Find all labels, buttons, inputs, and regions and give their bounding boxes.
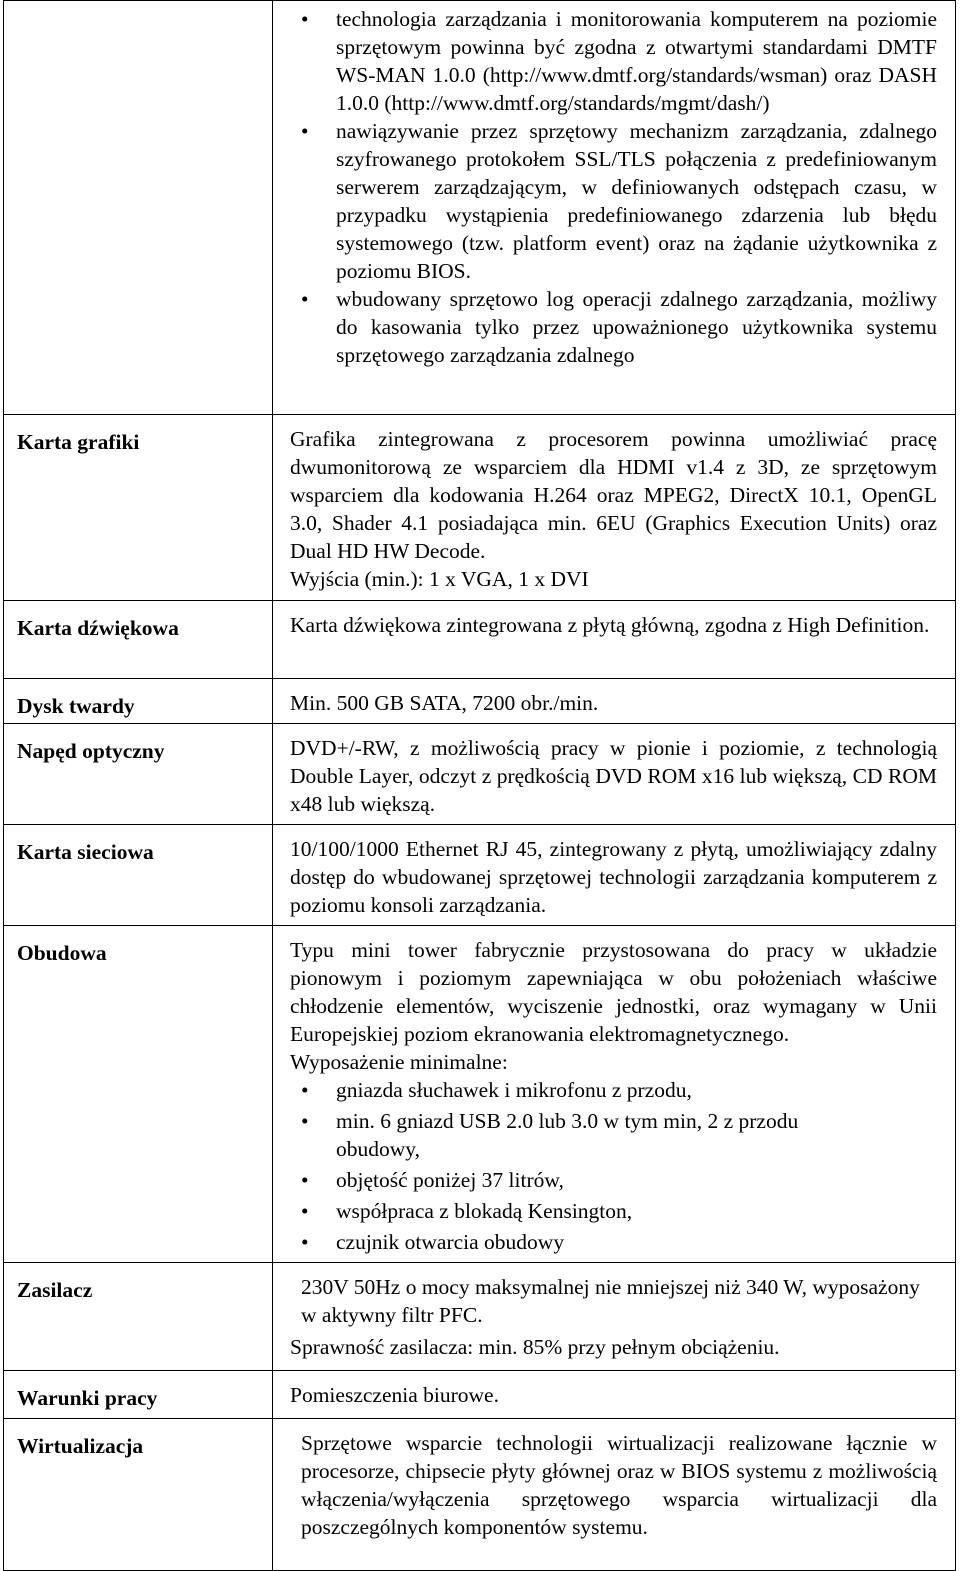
- row-value-optical: [273, 724, 956, 825]
- list-item: • nawiązywanie przez sprzętowy mechanizm zarządzania, zdalnego szyfrowanego protokołem SSL/TLS połączenia z predefiniowanym serwerem zarządzającym, w definiowanych odstępach czasu, w przypadku wystąpienia predefiniowanego zdarzenia lub błędu systemowego (tzw. platform event) oraz na żądanie użytkownika z poziomu BIOS.: [336, 117, 937, 285]
- row-virtualization: [4, 1419, 956, 1571]
- row-sound: [4, 601, 956, 679]
- row-optical: [4, 724, 956, 825]
- management-bullet-list: [290, 5, 937, 369]
- row-value-conditions: [273, 1371, 956, 1419]
- row-label-case: Obudowa: [4, 926, 273, 1263]
- row-value-network: [273, 825, 956, 926]
- row-value-sound: [273, 601, 956, 679]
- row-conditions: [4, 1371, 956, 1419]
- conditions-description: Pomieszczenia biurowe.: [290, 1383, 499, 1407]
- network-description: 10/100/1000 Ethernet RJ 45, zintegrowany z płytą, umożliwiający zdalny dostęp do wbudowanej sprzętowej technologii zarządzania komputerem z poziomu konsoli zarządzania.: [290, 837, 937, 917]
- disk-description: Min. 500 GB SATA, 7200 obr./min.: [290, 691, 599, 715]
- list-item: • technologia zarządzania i monitorowania komputerem na poziomie sprzętowym powinna być zgodna z otwartymi standardami DMTF WS-MAN 1.0.0 (http://www.dmtf.org/standards/wsman) oraz DASH 1.0.0 (http://www.dmtf.org/standards/mgmt/dash/): [336, 5, 937, 117]
- row-psu: [4, 1263, 956, 1371]
- case-description: Typu mini tower fabrycznie przystosowana do pracy w układzie pionowym i poziomym zapewniająca w obu położeniach właściwe chłodzenie elementów, wyciszenie jednostki, oraz wymagany w Unii Europejskiej poziom ekranowania elektromagnetycznego.: [290, 938, 937, 1046]
- row-label-network: Karta sieciowa: [4, 825, 273, 926]
- graphics-description: Grafika zintegrowana z procesorem powinna umożliwiać pracę dwumonitorową ze wsparciem dla HDMI v1.4 z 3D, ze sprzętowym wsparciem dla kodowania H.264 oraz MPEG2, DirectX 10.1, OpenGL 3.0, Shader 4.1 posiadająca min. 6EU (Graphics Execution Units) oraz Dual HD HW Decode.: [290, 427, 937, 563]
- row-disk: [4, 679, 956, 724]
- list-item: • czujnik otwarcia obudowy: [336, 1228, 877, 1256]
- row-label-psu: Zasilacz: [4, 1263, 273, 1371]
- row-value-graphics: [273, 415, 956, 601]
- row-label-disk: Dysk twardy: [4, 679, 273, 724]
- list-item: • wbudowany sprzętowo log operacji zdalnego zarządzania, możliwy do kasowania tylko przez upoważnionego użytkownika systemu sprzętowego zarządzania zdalnego: [336, 285, 937, 369]
- psu-description: 230V 50Hz o mocy maksymalnej nie mniejszej niż 340 W, wyposażony w aktywny filtr PFC.: [301, 1275, 920, 1327]
- case-equipment-list: [290, 1076, 937, 1256]
- list-item: • min. 6 gniazd USB 2.0 lub 3.0 w tym min, 2 z przodu obudowy,: [336, 1107, 877, 1163]
- row-label-virtualization: Wirtualizacja: [4, 1419, 273, 1571]
- psu-efficiency: Sprawność zasilacza: min. 85% przy pełnym obciążeniu.: [290, 1335, 780, 1359]
- row-value-virtualization: [273, 1419, 956, 1571]
- list-item: • współpraca z blokadą Kensington,: [336, 1197, 877, 1225]
- row-label-conditions: Warunki pracy: [4, 1371, 273, 1419]
- row-value-disk: [273, 679, 956, 724]
- case-equipment-title: Wyposażenie minimalne:: [290, 1050, 508, 1074]
- row-network: [4, 825, 956, 926]
- row-case: [4, 926, 956, 1263]
- row-label-management: [4, 1, 273, 415]
- sound-description: Karta dźwiękowa zintegrowana z płytą główną, zgodna z High Definition.: [290, 613, 930, 637]
- row-label-graphics: Karta grafiki: [4, 415, 273, 601]
- graphics-outputs: Wyjścia (min.): 1 x VGA, 1 x DVI: [290, 567, 589, 591]
- list-item: • objętość poniżej 37 litrów,: [336, 1166, 877, 1194]
- row-value-management: [273, 1, 956, 415]
- row-graphics: [4, 415, 956, 601]
- row-value-case: [273, 926, 956, 1263]
- row-label-optical: Napęd optyczny: [4, 724, 273, 825]
- optical-description: DVD+/-RW, z możliwością pracy w pionie i poziomie, z technologią Double Layer, odczyt z prędkością DVD ROM x16 lub większą, CD ROM x48 lub większą.: [290, 736, 937, 816]
- row-value-psu: [273, 1263, 956, 1371]
- row-label-sound: Karta dźwiękowa: [4, 601, 273, 679]
- row-management: [4, 1, 956, 415]
- virtualization-description: Sprzętowe wsparcie technologii wirtualizacji realizowane łącznie w procesorze, chipsecie płyty głównej oraz w BIOS systemu z możliwością włączenia/wyłączenia sprzętowego wsparcia wirtualizacji dla poszczególnych komponentów systemu.: [301, 1431, 937, 1539]
- list-item: • gniazda słuchawek i mikrofonu z przodu,: [336, 1076, 877, 1104]
- spec-table: [3, 0, 956, 1571]
